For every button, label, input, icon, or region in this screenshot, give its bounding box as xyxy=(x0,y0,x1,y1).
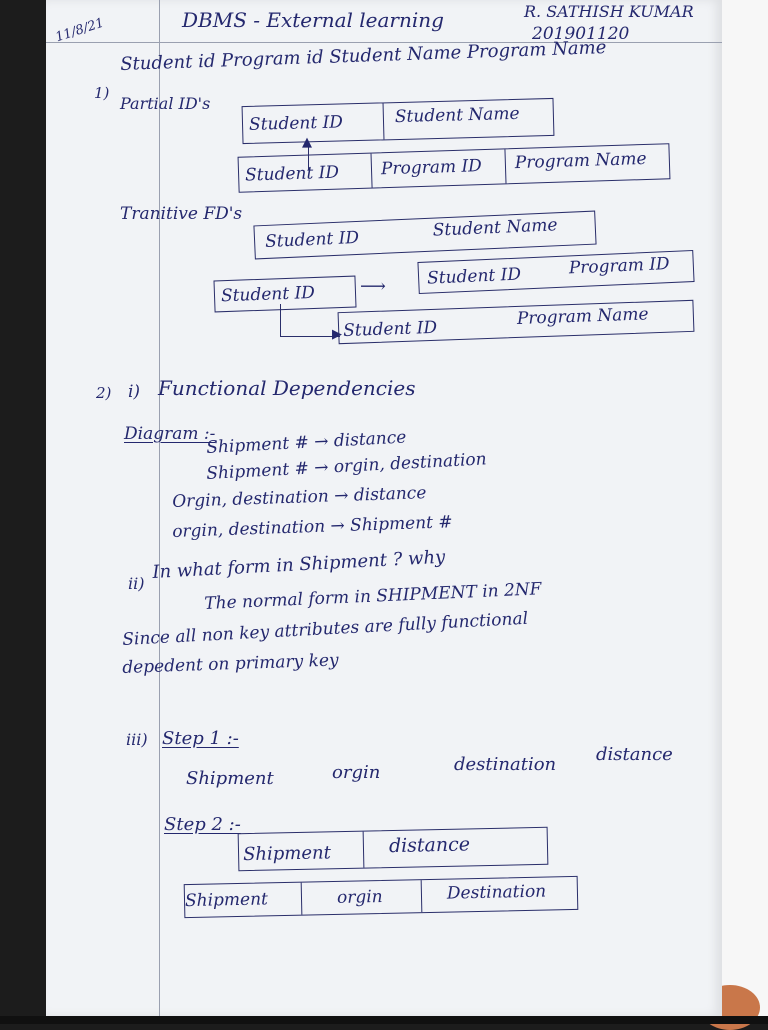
q1-columns-line: Student id Program id Student Name Program Name xyxy=(119,37,607,75)
cell-divider xyxy=(301,883,303,915)
part-iii-number: iii) xyxy=(126,730,148,749)
cell-divider xyxy=(363,832,365,868)
step1-column: destination xyxy=(454,754,557,775)
margin-line xyxy=(159,0,160,1016)
table-cell: Student Name xyxy=(394,103,520,128)
step-1-label: Step 1 :- xyxy=(162,728,239,749)
table-cell: Student ID xyxy=(248,112,344,135)
step1-column: Shipment xyxy=(186,768,274,789)
answer-line: Since all non key attributes are fully functional xyxy=(121,608,529,650)
partial-dependency-label: Partial ID's xyxy=(120,94,211,113)
part-i-number: i) xyxy=(128,382,141,402)
partial-table-2 xyxy=(238,143,671,193)
table-cell: distance xyxy=(388,833,471,858)
step1-column: orgin xyxy=(332,762,381,783)
answer-line: The normal form in SHIPMENT in 2NF xyxy=(203,579,542,614)
transitive-table-3 xyxy=(338,300,695,344)
connector-line xyxy=(280,336,340,337)
table-cell: Student ID xyxy=(244,162,340,186)
table-cell: Shipment xyxy=(242,842,332,866)
part-ii-number: ii) xyxy=(128,574,145,593)
arrow: ⟶ xyxy=(360,276,386,297)
table-cell: Program Name xyxy=(514,148,647,174)
transitive-table-2 xyxy=(417,250,694,294)
transitive-table-1 xyxy=(253,211,596,260)
dependency-line: Shipment # → distance xyxy=(205,427,407,458)
background-edge xyxy=(0,1016,768,1024)
dependency-line: orgin, destination → Shipment # xyxy=(171,512,453,542)
cell-divider xyxy=(504,149,506,183)
connector-line xyxy=(280,304,281,336)
transitive-source xyxy=(213,276,356,313)
step2-table-1 xyxy=(238,827,549,871)
arrow-head: ▲ xyxy=(302,135,312,150)
date: 11/8/21 xyxy=(53,15,106,46)
table-cell: Student Name xyxy=(432,215,558,241)
registration-number: 201901120 xyxy=(532,24,630,44)
step-2-label: Step 2 :- xyxy=(164,814,241,835)
dependency-line: Orgin, destination → distance xyxy=(171,483,427,512)
table-cell: Program Name xyxy=(516,304,649,329)
step2-table-2 xyxy=(184,876,579,918)
dependency-line: Shipment # → orgin, destination xyxy=(205,449,488,484)
step1-column: distance xyxy=(596,744,673,765)
question-2-number: 2) xyxy=(96,384,112,402)
partial-table-1 xyxy=(242,98,555,144)
author-name: R. SATHISH KUMAR xyxy=(524,2,694,21)
diagram-label: Diagram :- xyxy=(124,424,216,444)
page-title: DBMS - External learning xyxy=(182,8,444,32)
question-1-number: 1) xyxy=(94,84,110,102)
table-cell: Program ID xyxy=(380,156,483,180)
cell-divider xyxy=(371,154,373,188)
table-cell: orgin xyxy=(336,886,383,908)
table-cell: Student ID xyxy=(264,227,360,252)
table-cell: Student ID xyxy=(220,282,316,307)
background-edge xyxy=(722,0,768,1016)
table-cell: Destination xyxy=(446,881,547,904)
table-cell: Student ID xyxy=(426,264,522,289)
notebook-page xyxy=(46,0,722,1016)
answer-line: depedent on primary key xyxy=(121,650,339,678)
cell-divider xyxy=(421,880,423,912)
table-cell: Program ID xyxy=(568,254,671,279)
transitive-dependency-label: Tranitive FD's xyxy=(120,204,243,224)
part-i-title: Functional Dependencies xyxy=(158,376,416,400)
arrow-head: ▶ xyxy=(332,327,342,342)
cell-divider xyxy=(383,103,385,139)
table-cell: Shipment xyxy=(184,889,269,912)
table-cell: Student ID xyxy=(342,317,438,342)
part-ii-question: In what form in Shipment ? why xyxy=(151,546,446,583)
